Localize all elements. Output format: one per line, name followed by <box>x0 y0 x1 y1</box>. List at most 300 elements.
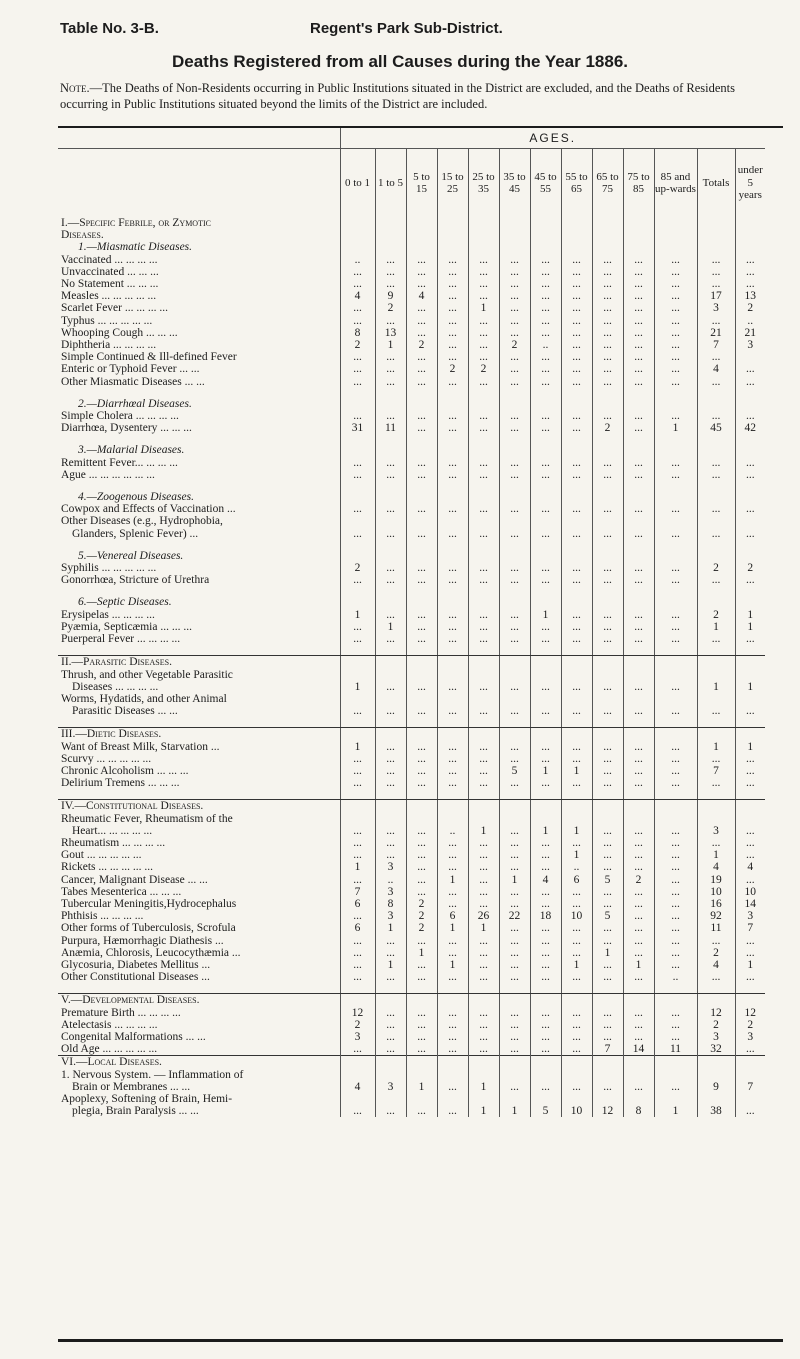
table-cell <box>592 656 623 669</box>
table-cell: ... <box>623 935 654 947</box>
table-cell <box>592 586 623 596</box>
table-cell <box>623 800 654 813</box>
table-cell <box>340 586 375 596</box>
table-row <box>58 669 765 681</box>
table-cell: ... <box>592 922 623 934</box>
table-cell: ... <box>561 1081 592 1093</box>
table-cell <box>561 540 592 550</box>
table-cell <box>340 656 375 669</box>
table-cell: ... <box>530 861 561 873</box>
table-cell <box>735 586 765 596</box>
page-header <box>60 20 780 44</box>
table-cell: ... <box>623 1031 654 1043</box>
table-cell: 1 <box>468 1081 499 1093</box>
table-cell: ... <box>623 741 654 753</box>
table-cell <box>406 1069 437 1081</box>
table-cell: ... <box>592 266 623 278</box>
table-cell <box>499 645 530 656</box>
table-cell <box>375 229 406 241</box>
table-cell <box>530 596 561 608</box>
table-cell: ... <box>340 457 375 469</box>
table-cell: ... <box>654 376 697 388</box>
table-cell: ... <box>375 741 406 753</box>
row-label: Diarrhœa, Dysentery ... ... ... <box>61 422 192 435</box>
table-cell: ... <box>340 376 375 388</box>
table-cell: 4 <box>340 290 375 302</box>
table-cell <box>437 717 468 728</box>
table-row <box>58 789 765 800</box>
table-cell: ... <box>437 410 468 422</box>
table-cell: ... <box>375 528 406 540</box>
column-header: under 5 years <box>735 149 765 218</box>
table-cell: ... <box>623 422 654 434</box>
table-cell <box>697 540 735 550</box>
table-cell: ... <box>375 266 406 278</box>
table-cell: ... <box>499 777 530 789</box>
table-cell <box>437 217 468 229</box>
table-cell: ... <box>340 363 375 375</box>
table-cell <box>468 717 499 728</box>
table-cell <box>654 728 697 741</box>
table-cell: ... <box>530 849 561 861</box>
table-cell <box>592 540 623 550</box>
table-row <box>58 528 765 540</box>
table-cell: ... <box>340 278 375 290</box>
table-cell: 18 <box>530 910 561 922</box>
table-cell: ... <box>499 1043 530 1056</box>
table-cell <box>437 1093 468 1105</box>
table-cell: ... <box>437 562 468 574</box>
table-cell: ... <box>437 302 468 314</box>
row-label: Delirium Tremens ... ... ... <box>61 777 180 790</box>
table-cell <box>697 515 735 527</box>
table-cell: ... <box>623 1019 654 1031</box>
table-cell <box>437 481 468 491</box>
table-cell <box>375 444 406 456</box>
row-label: No Statement ... ... ... <box>61 278 159 291</box>
table-cell: ... <box>654 633 697 645</box>
table-cell: 21 <box>697 327 735 339</box>
table-cell <box>654 398 697 410</box>
table-cell: ... <box>654 849 697 861</box>
table-cell: ... <box>735 363 765 375</box>
table-cell: ... <box>561 290 592 302</box>
table-cell <box>499 983 530 994</box>
table-cell <box>654 491 697 503</box>
table-cell <box>623 656 654 669</box>
table-cell: 10 <box>735 886 765 898</box>
table-cell <box>468 388 499 398</box>
table-cell <box>623 983 654 994</box>
table-cell: ... <box>340 469 375 481</box>
table-cell: ... <box>499 825 530 837</box>
table-cell: ... <box>561 681 592 693</box>
table-cell: ... <box>406 1043 437 1056</box>
table-cell: ... <box>697 777 735 789</box>
table-cell <box>468 983 499 994</box>
row-label: Worms, Hydatids, and other Animal <box>61 692 227 705</box>
row-label: Diseases. <box>61 229 104 242</box>
table-cell: ... <box>406 302 437 314</box>
table-cell <box>499 1093 530 1105</box>
table-cell <box>499 434 530 444</box>
table-cell <box>735 800 765 813</box>
table-cell: 1 <box>735 959 765 971</box>
table-cell: 1 <box>561 825 592 837</box>
row-label: Congenital Malformations ... ... <box>61 1030 206 1043</box>
table-cell: 6 <box>437 910 468 922</box>
table-cell: ... <box>530 898 561 910</box>
table-cell: ... <box>375 777 406 789</box>
table-cell: ... <box>437 339 468 351</box>
table-cell: ... <box>340 1105 375 1117</box>
table-cell <box>468 229 499 241</box>
row-label: Simple Cholera ... ... ... ... <box>61 410 179 423</box>
table-cell: ... <box>530 266 561 278</box>
table-cell: .. <box>437 825 468 837</box>
table-cell: ... <box>561 621 592 633</box>
table-cell: 2 <box>697 609 735 621</box>
table-cell: ... <box>561 376 592 388</box>
table-cell <box>375 481 406 491</box>
table-cell <box>561 596 592 608</box>
table-cell <box>561 481 592 491</box>
table-cell: ... <box>437 1019 468 1031</box>
table-cell: ... <box>623 621 654 633</box>
table-cell: ... <box>468 1007 499 1019</box>
table-cell: ... <box>654 886 697 898</box>
table-cell: ... <box>406 777 437 789</box>
table-cell: 3 <box>735 910 765 922</box>
table-cell: ... <box>561 753 592 765</box>
table-cell <box>530 728 561 741</box>
table-cell: ... <box>654 278 697 290</box>
table-cell: ... <box>468 351 499 363</box>
table-cell <box>561 983 592 994</box>
table-cell <box>592 217 623 229</box>
table-cell <box>623 388 654 398</box>
table-cell: ... <box>697 528 735 540</box>
row-label: Purpura, Hæmorrhagic Diathesis ... <box>61 934 224 947</box>
table-cell: ... <box>623 849 654 861</box>
row-label: Glycosuria, Diabetes Mellitus ... <box>61 958 211 971</box>
table-cell: ... <box>499 574 530 586</box>
table-cell: ... <box>375 825 406 837</box>
table-cell: ... <box>406 874 437 886</box>
table-cell <box>437 1069 468 1081</box>
table-cell: ... <box>592 1019 623 1031</box>
table-cell <box>623 586 654 596</box>
table-cell: .. <box>340 254 375 266</box>
table-cell <box>530 1069 561 1081</box>
table-cell: ... <box>340 302 375 314</box>
table-cell <box>437 596 468 608</box>
table-cell: ... <box>592 959 623 971</box>
table-cell: 2 <box>592 422 623 434</box>
table-cell <box>340 669 375 681</box>
table-cell: ... <box>530 457 561 469</box>
table-cell <box>592 1093 623 1105</box>
table-cell: ... <box>340 753 375 765</box>
table-cell <box>406 728 437 741</box>
table-cell: ... <box>499 959 530 971</box>
table-cell <box>530 717 561 728</box>
table-cell: 1 <box>499 874 530 886</box>
table-row <box>58 327 765 339</box>
table-cell: 2 <box>623 874 654 886</box>
table-cell <box>437 515 468 527</box>
table-cell: ... <box>623 290 654 302</box>
column-header: 75 to 85 <box>623 149 654 218</box>
table-cell: ... <box>437 837 468 849</box>
table-row <box>58 825 765 837</box>
table-cell <box>406 515 437 527</box>
table-cell: ... <box>406 741 437 753</box>
table-cell: ... <box>468 959 499 971</box>
table-cell: ... <box>406 861 437 873</box>
table-cell: ... <box>592 621 623 633</box>
note-label: Note. <box>60 81 90 95</box>
table-cell: ... <box>499 327 530 339</box>
table-cell: ... <box>654 922 697 934</box>
table-cell: 6 <box>340 922 375 934</box>
table-cell: ... <box>561 278 592 290</box>
table-cell <box>437 983 468 994</box>
table-cell <box>340 229 375 241</box>
table-cell <box>623 717 654 728</box>
table-cell: ... <box>437 765 468 777</box>
table-row <box>58 777 765 789</box>
table-cell: ... <box>654 959 697 971</box>
table-cell: 3 <box>375 861 406 873</box>
table-cell <box>654 1056 697 1069</box>
table-row <box>58 376 765 388</box>
table-cell: ... <box>561 254 592 266</box>
table-cell <box>468 728 499 741</box>
row-label: Tabes Mesenterica ... ... ... <box>61 885 182 898</box>
table-cell: ... <box>340 765 375 777</box>
table-cell <box>406 1093 437 1105</box>
table-cell <box>530 515 561 527</box>
table-cell: ... <box>437 457 468 469</box>
table-cell: 1 <box>468 825 499 837</box>
table-cell: ... <box>735 874 765 886</box>
table-cell <box>697 388 735 398</box>
table-cell <box>735 983 765 994</box>
table-cell: ... <box>735 753 765 765</box>
table-cell: ... <box>561 741 592 753</box>
table-cell <box>340 693 375 705</box>
table-cell: ... <box>406 315 437 327</box>
table-cell: 3 <box>375 886 406 898</box>
table-cell <box>406 217 437 229</box>
table-row <box>58 861 765 873</box>
table-cell <box>592 398 623 410</box>
table-cell: 1 <box>697 741 735 753</box>
table-cell <box>375 217 406 229</box>
table-cell <box>530 693 561 705</box>
table-cell: ... <box>499 886 530 898</box>
table-cell: ... <box>697 574 735 586</box>
table-cell: ... <box>623 266 654 278</box>
table-cell <box>375 983 406 994</box>
table-cell: ... <box>561 705 592 717</box>
table-cell: ... <box>499 922 530 934</box>
table-cell: ... <box>530 741 561 753</box>
table-cell: ... <box>623 469 654 481</box>
table-cell <box>623 693 654 705</box>
table-cell: ... <box>340 410 375 422</box>
table-number: Table No. 3-B. <box>60 20 159 37</box>
table-cell: ... <box>437 327 468 339</box>
table-cell: ... <box>437 621 468 633</box>
table-row <box>58 1093 765 1105</box>
table-row <box>58 351 765 363</box>
table-cell: ... <box>499 290 530 302</box>
row-label: Atelectasis ... ... ... ... <box>61 1018 158 1031</box>
table-cell: ... <box>530 422 561 434</box>
table-cell: 2 <box>735 1019 765 1031</box>
deaths-table <box>58 128 765 1117</box>
table-cell: ... <box>623 705 654 717</box>
table-cell: ... <box>530 886 561 898</box>
table-cell: 1 <box>340 609 375 621</box>
row-label: Scarlet Fever ... ... ... ... <box>61 302 168 315</box>
table-cell <box>406 994 437 1007</box>
table-cell: ... <box>530 959 561 971</box>
table-cell <box>735 481 765 491</box>
table-cell: ... <box>530 503 561 515</box>
table-cell: ... <box>623 315 654 327</box>
table-cell: ... <box>468 971 499 983</box>
table-cell <box>735 596 765 608</box>
table-cell: 7 <box>735 922 765 934</box>
row-label: Enteric or Typhoid Fever ... ... <box>61 363 200 376</box>
table-cell: ... <box>375 410 406 422</box>
row-label: 2.—Diarrhœal Diseases. <box>78 397 192 410</box>
table-row <box>58 728 765 741</box>
table-cell: ... <box>735 469 765 481</box>
table-cell: ... <box>468 947 499 959</box>
table-cell: ... <box>735 825 765 837</box>
row-label: Gout ... ... ... ... ... <box>61 849 142 862</box>
table-cell: ... <box>468 609 499 621</box>
table-cell: ... <box>437 971 468 983</box>
table-cell <box>406 813 437 825</box>
table-cell <box>468 693 499 705</box>
table-cell: ... <box>530 528 561 540</box>
table-cell <box>735 645 765 656</box>
table-cell <box>623 398 654 410</box>
table-cell: ... <box>406 971 437 983</box>
table-cell: ... <box>406 849 437 861</box>
ages-header-row <box>58 128 765 149</box>
table-cell: ... <box>499 681 530 693</box>
table-cell: ... <box>340 849 375 861</box>
table-cell <box>735 1069 765 1081</box>
table-cell: ... <box>499 469 530 481</box>
table-cell: ... <box>499 363 530 375</box>
table-cell <box>499 800 530 813</box>
table-cell <box>499 540 530 550</box>
table-cell <box>735 444 765 456</box>
table-cell: 11 <box>697 922 735 934</box>
table-cell: ... <box>735 457 765 469</box>
table-cell: ... <box>499 376 530 388</box>
table-cell: ... <box>468 681 499 693</box>
table-cell: 1 <box>530 825 561 837</box>
table-cell: ... <box>468 503 499 515</box>
table-cell <box>530 398 561 410</box>
table-cell <box>530 983 561 994</box>
table-cell: ... <box>592 861 623 873</box>
table-cell: ... <box>654 254 697 266</box>
table-cell <box>340 717 375 728</box>
table-cell: ... <box>375 503 406 515</box>
table-cell: ... <box>437 278 468 290</box>
table-cell: 2 <box>340 562 375 574</box>
table-cell: ... <box>406 422 437 434</box>
table-cell <box>468 550 499 562</box>
table-cell <box>697 1093 735 1105</box>
table-cell: 1 <box>375 339 406 351</box>
table-cell: ... <box>697 633 735 645</box>
table-cell <box>340 983 375 994</box>
table-cell <box>654 800 697 813</box>
table-cell: ... <box>340 837 375 849</box>
table-cell <box>697 398 735 410</box>
table-cell: ... <box>437 351 468 363</box>
table-cell <box>592 241 623 253</box>
table-cell <box>375 656 406 669</box>
table-cell <box>375 515 406 527</box>
table-cell: ... <box>375 254 406 266</box>
table-cell: ... <box>406 1105 437 1117</box>
table-row <box>58 741 765 753</box>
row-label: 6.—Septic Diseases. <box>78 596 172 609</box>
table-cell <box>735 1093 765 1105</box>
table-cell <box>592 983 623 994</box>
table-cell <box>654 693 697 705</box>
table-cell <box>499 515 530 527</box>
table-cell: ... <box>406 705 437 717</box>
table-cell: ... <box>654 1007 697 1019</box>
table-cell: 2 <box>697 947 735 959</box>
table-cell <box>530 1056 561 1069</box>
row-label: Premature Birth ... ... ... ... <box>61 1006 181 1019</box>
table-cell <box>468 994 499 1007</box>
table-cell: ... <box>375 609 406 621</box>
table-cell <box>654 596 697 608</box>
table-cell: ... <box>437 422 468 434</box>
row-label: Vaccinated ... ... ... ... <box>61 253 158 266</box>
table-row <box>58 562 765 574</box>
row-label: Thrush, and other Vegetable Parasitic <box>61 668 233 681</box>
row-label <box>58 586 340 596</box>
table-cell: ... <box>375 562 406 574</box>
table-row <box>58 910 765 922</box>
table-cell: 1 <box>437 959 468 971</box>
row-label: Ague ... ... ... ... ... ... <box>61 468 155 481</box>
table-cell: ... <box>561 327 592 339</box>
table-cell <box>654 550 697 562</box>
table-cell <box>437 1056 468 1069</box>
table-cell: ... <box>530 254 561 266</box>
table-cell: 14 <box>623 1043 654 1056</box>
table-cell <box>499 596 530 608</box>
table-cell: ... <box>697 315 735 327</box>
row-label: V.—Developmental Diseases. <box>61 994 200 1007</box>
